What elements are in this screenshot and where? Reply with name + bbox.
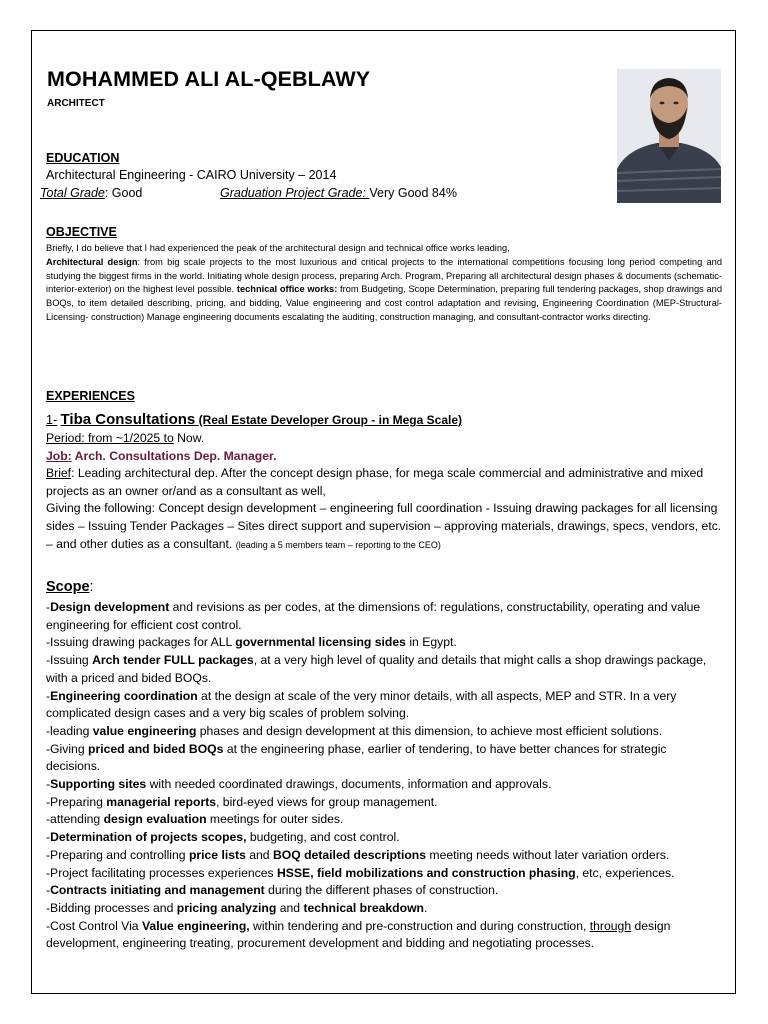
scope-item — [46, 900, 722, 918]
scope-item-emphasis: Design development — [50, 600, 170, 614]
experience-entry — [46, 410, 722, 554]
period-from: from ~1/2025 — [84, 431, 164, 445]
design-label: Architectural design — [46, 256, 138, 267]
job-role: Arch. Consultations Dep. Manager. — [71, 448, 277, 463]
scope-item-emphasis: HSSE, field mobilizations and construction phasing — [277, 865, 576, 880]
job-title: ARCHITECT — [47, 98, 105, 109]
scope-item-emphasis: Determination of projects scopes, — [50, 830, 247, 845]
period-label: Period: — [46, 431, 85, 445]
scope-item-text: -leading — [46, 723, 93, 738]
scope-item-text: meeting needs without later variation orders. — [426, 847, 670, 862]
scope-heading-line — [46, 579, 94, 595]
scope-item-emphasis: managerial reports — [106, 794, 217, 809]
scope-item-emphasis: priced and bided BOQs — [88, 741, 224, 756]
scope-item — [46, 811, 722, 829]
scope-item-text: through — [589, 918, 632, 933]
total-grade — [40, 186, 142, 200]
scope-item-text: -Issuing — [46, 653, 93, 668]
scope-item-text: with needed coordinated drawings, documents, information and approvals. — [146, 777, 552, 792]
scope-item-text: and revisions as per codes, at the dimensions of: regulations, constructability, operating and value engineering for efficient cost control. — [46, 600, 701, 632]
scope-item-text: , at a very high level of quality and details that might calls a shop drawings package, with a priced and bided BOQs. — [46, 653, 707, 685]
scope-item — [46, 776, 722, 794]
education-degree: Architectural Engineering - CAIRO University – 2014 — [46, 168, 337, 182]
brief-line — [46, 465, 722, 500]
scope-item-emphasis: governmental licensing sides — [235, 635, 406, 650]
scope-item-emphasis: Engineering coordination — [50, 688, 198, 703]
project-grade — [220, 186, 457, 200]
scope-heading: Scope — [46, 579, 90, 595]
scope-item-text: - — [46, 688, 51, 703]
scope-item-text: -Cost Control Via — [46, 918, 142, 933]
scope-item-emphasis: Arch tender FULL packages — [92, 653, 254, 668]
candidate-name: MOHAMMED ALI AL-QEBLAWY — [47, 67, 371, 91]
experiences-heading: EXPERIENCES — [46, 389, 135, 403]
scope-item-text: -attending — [46, 812, 104, 827]
giving-line — [46, 500, 722, 554]
scope-item — [46, 652, 722, 687]
scope-item — [46, 599, 722, 634]
scope-item — [46, 882, 722, 900]
brief-text: : Leading architectural dep. After the concept design phase, for mega scale commercial and administrative and mixed projects as an owner or/and as a consultant as well, — [46, 466, 704, 498]
scope-item — [46, 865, 722, 883]
scope-colon: : — [89, 579, 94, 595]
scope-item-text: -Preparing and controlling — [46, 847, 189, 862]
scope-item — [46, 634, 722, 652]
experience-number: 1- — [46, 413, 58, 427]
scope-item-emphasis: design evaluation — [103, 812, 207, 827]
scope-item-text: meetings for outer sides. — [206, 812, 344, 827]
objective-text — [46, 242, 722, 325]
period-to: Now. — [173, 431, 205, 445]
scope-item-emphasis: value engineering — [92, 723, 197, 738]
scope-item-text: -Preparing — [46, 794, 107, 809]
scope-item-text: . — [424, 900, 428, 915]
scope-item-text: -Issuing drawing packages for ALL — [46, 635, 236, 650]
scope-item-text: - — [46, 830, 51, 845]
scope-item-text: - — [46, 883, 51, 898]
scope-item-emphasis: BOQ detailed descriptions — [272, 847, 427, 862]
scope-item-emphasis: Value engineering, — [141, 918, 250, 933]
job-line — [46, 448, 722, 466]
scope-item-emphasis: Supporting sites — [50, 777, 147, 792]
scope-item — [46, 847, 722, 865]
portrait-image — [617, 69, 721, 203]
objective-heading: OBJECTIVE — [46, 225, 117, 239]
design-text: : from big scale projects to the most luxurious and critical projects to the international competitions focusing long period competing and studying the biggest firms in the world. Initiating whole design process, preparing Arch. Program, Preparing all architectural design phases & documents (schematic-interior-exterior) on the highest level possible. — [46, 256, 722, 295]
brief-label: Brief — [46, 466, 72, 481]
scope-item-text: , etc, experiences. — [575, 865, 675, 880]
scope-item — [46, 723, 722, 741]
project-grade-value: Very Good 84% — [369, 186, 457, 200]
company-name: Tiba Consultations — [60, 411, 196, 428]
scope-item-text: budgeting, and cost control. — [246, 830, 400, 845]
scope-item-text: in Egypt. — [405, 635, 457, 650]
scope-item-text: -Project facilitating processes experiences — [46, 865, 277, 880]
scope-item — [46, 688, 722, 723]
scope-item-emphasis: Contracts initiating and management — [50, 883, 265, 898]
giving-text: Giving the following: Concept design development – engineering full coordination - Issuing drawing packages for all licensing sides – Issuing Tender Packages – Sites direct support and supervision – approving materials, drawings, specs, vendors, etc. – and other duties as a consultant. — [46, 501, 722, 551]
scope-item-text: - — [46, 777, 51, 792]
scope-item-text: - — [46, 600, 51, 614]
scope-item-text: -Giving — [46, 741, 88, 756]
scope-item-text: at the engineering phase, earlier of tendering, to have better chances for strategic decisions. — [46, 741, 667, 774]
scope-item — [46, 918, 722, 953]
scope-item-text: phases and design development at this dimension, to achieve most efficient solutions. — [196, 723, 663, 738]
office-text: from Budgeting, Scope Determination, preparing full tendering packages, shop drawings and BOQs, to item detailed describing, pricing, and bidding, Value engineering and cost control adaptation and revising, Engineering Coordination (MEP-Structural-Licensing- construction) Manage engineering documents escalating the auditing, construction managing, and consultant-contractor works directing. — [46, 284, 722, 322]
scope-item-text: , bird-eyed views for group management. — [216, 794, 438, 809]
scope-item-text: within tendering and pre-construction and during construction, — [249, 918, 590, 933]
profile-photo — [617, 69, 721, 203]
scope-item — [46, 794, 722, 812]
scope-item-emphasis: technical breakdown — [303, 900, 424, 915]
company-line — [46, 410, 722, 430]
scope-item-text: and — [276, 900, 304, 915]
scope-item — [46, 829, 722, 847]
objective-intro: Briefly, I do believe that I had experienced the peak of the architectural design and technical office works leading, — [46, 243, 510, 253]
period-to-word: to — [163, 431, 174, 445]
scope-item-emphasis: pricing analyzing — [176, 900, 277, 915]
scope-item-text: design development, engineering treating, procurement development and bidding and negotiating processes. — [46, 918, 671, 951]
scope-list — [46, 599, 722, 953]
scope-item-text: at the design at scale of the very minor details, with all aspects, MEP and STR. In a very complicated design cases and a very big scales of problem solving. — [46, 688, 677, 721]
office-label: technical office works: — [236, 284, 338, 295]
giving-note: (leading a 5 members team – reporting to the CEO) — [235, 539, 441, 550]
scope-item-text: during the different phases of construction. — [264, 883, 499, 898]
objective-body — [46, 256, 722, 325]
total-grade-value: : Good — [104, 186, 143, 200]
education-heading: EDUCATION — [46, 151, 120, 165]
scope-item-emphasis: price lists — [188, 847, 246, 862]
job-label: Job: — [46, 448, 72, 463]
total-grade-label: Total Grade — [40, 186, 105, 200]
company-note: (Real Estate Developer Group - in Mega Scale) — [195, 413, 462, 427]
project-grade-label: Graduation Project Grade: — [220, 186, 370, 200]
scope-item — [46, 741, 722, 776]
scope-item-text: -Bidding processes and — [46, 900, 177, 915]
period-line — [46, 430, 722, 448]
scope-item-text: and — [245, 847, 273, 862]
